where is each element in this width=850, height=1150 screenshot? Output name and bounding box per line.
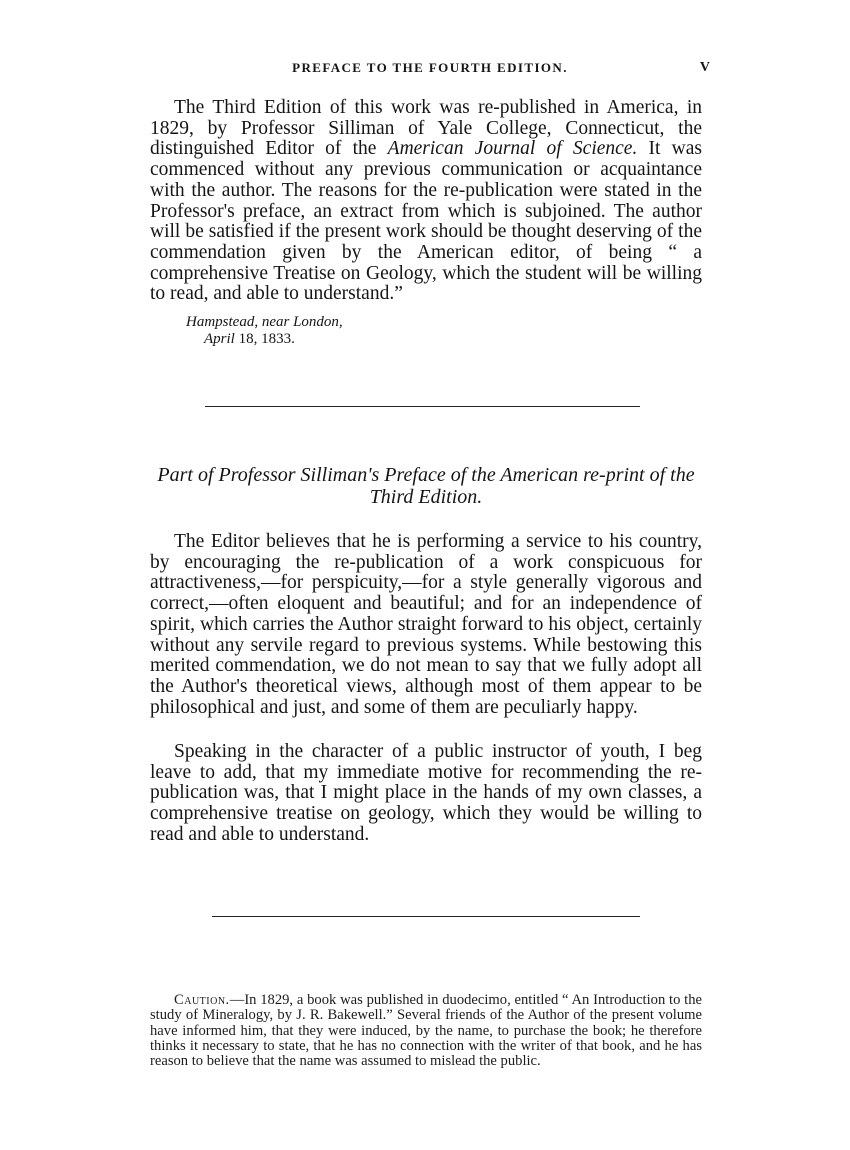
paragraph-third-edition [150, 98, 702, 305]
signature-date [186, 331, 343, 348]
paragraph-public-instructor: Speaking in the character of a public instructor of youth, I beg leave to add, that my immediate motive for recommending the re-publication was, that I might place in the hands of my own classes, a comprehensive treatise on geology, which they would be willing to read and able to understand. [150, 741, 702, 845]
signature-month: April [204, 331, 235, 347]
journal-title: American Journal of Science. [387, 138, 638, 160]
paragraph-third-edition-text-1: The Third Edition of this work was re-published in America, in 1829, by Professor Silliman of Yale College, Connecticut, the distinguished Editor of the [150, 97, 702, 160]
preface-signature [186, 314, 343, 348]
caution-text: —In 1829, a book was published in duodecimo, entitled “ An Introduction to the study of Mineralogy, by J. R. Bakewell.” Several friends of the Author of the present volume have informed him, that they were induced, by the name, to purchase the book; he therefore thinks it necessary to state, that he has no connection with the writer of that book, and he has reason to believe that the name was assumed to mislead the public. [150, 992, 702, 1070]
section-divider-top [205, 406, 640, 407]
paragraph-third-edition-text-2: It was commenced without any previous communication or acquaintance with the author. The reasons for the re-publication were stated in the Professor's preface, an extract from which is subjoined. The author will be satisfied if the present work should be thought deserving of the commendation given by the American editor, of being “ a comprehensive Treatise on Geology, which the student will be willing to read, and able to understand.” [150, 138, 702, 305]
section-divider-bottom [212, 916, 640, 917]
section-title: Part of Professor Silliman's Preface of the American re-print of the Third Edition. [157, 464, 695, 508]
running-head [150, 60, 710, 82]
caution-label: Caution. [174, 992, 230, 1008]
signature-place: Hampstead, near London, [186, 314, 343, 330]
paragraph-editor-belief: The Editor believes that he is performing a service to his country, by encouraging the re-publication of a work conspicuous for attractiveness,—for perspicuity,—for a style generally vigorous and correct,—often eloquent and beautiful; and for an independence of spirit, which carries the Author straight forward to his object, certainly without any servile regard to previous systems. While bestowing this merited commendation, we do not mean to say that we fully adopt all the Author's theoretical views, although most of them appear to be philosophical and just, and some of them are peculiarly happy. [150, 531, 702, 718]
running-head-title: PREFACE TO THE FOURTH EDITION. [292, 60, 568, 75]
signature-day-year: 18, 1833. [234, 331, 295, 347]
page-number: V [699, 60, 710, 75]
caution-footnote [150, 993, 702, 1069]
